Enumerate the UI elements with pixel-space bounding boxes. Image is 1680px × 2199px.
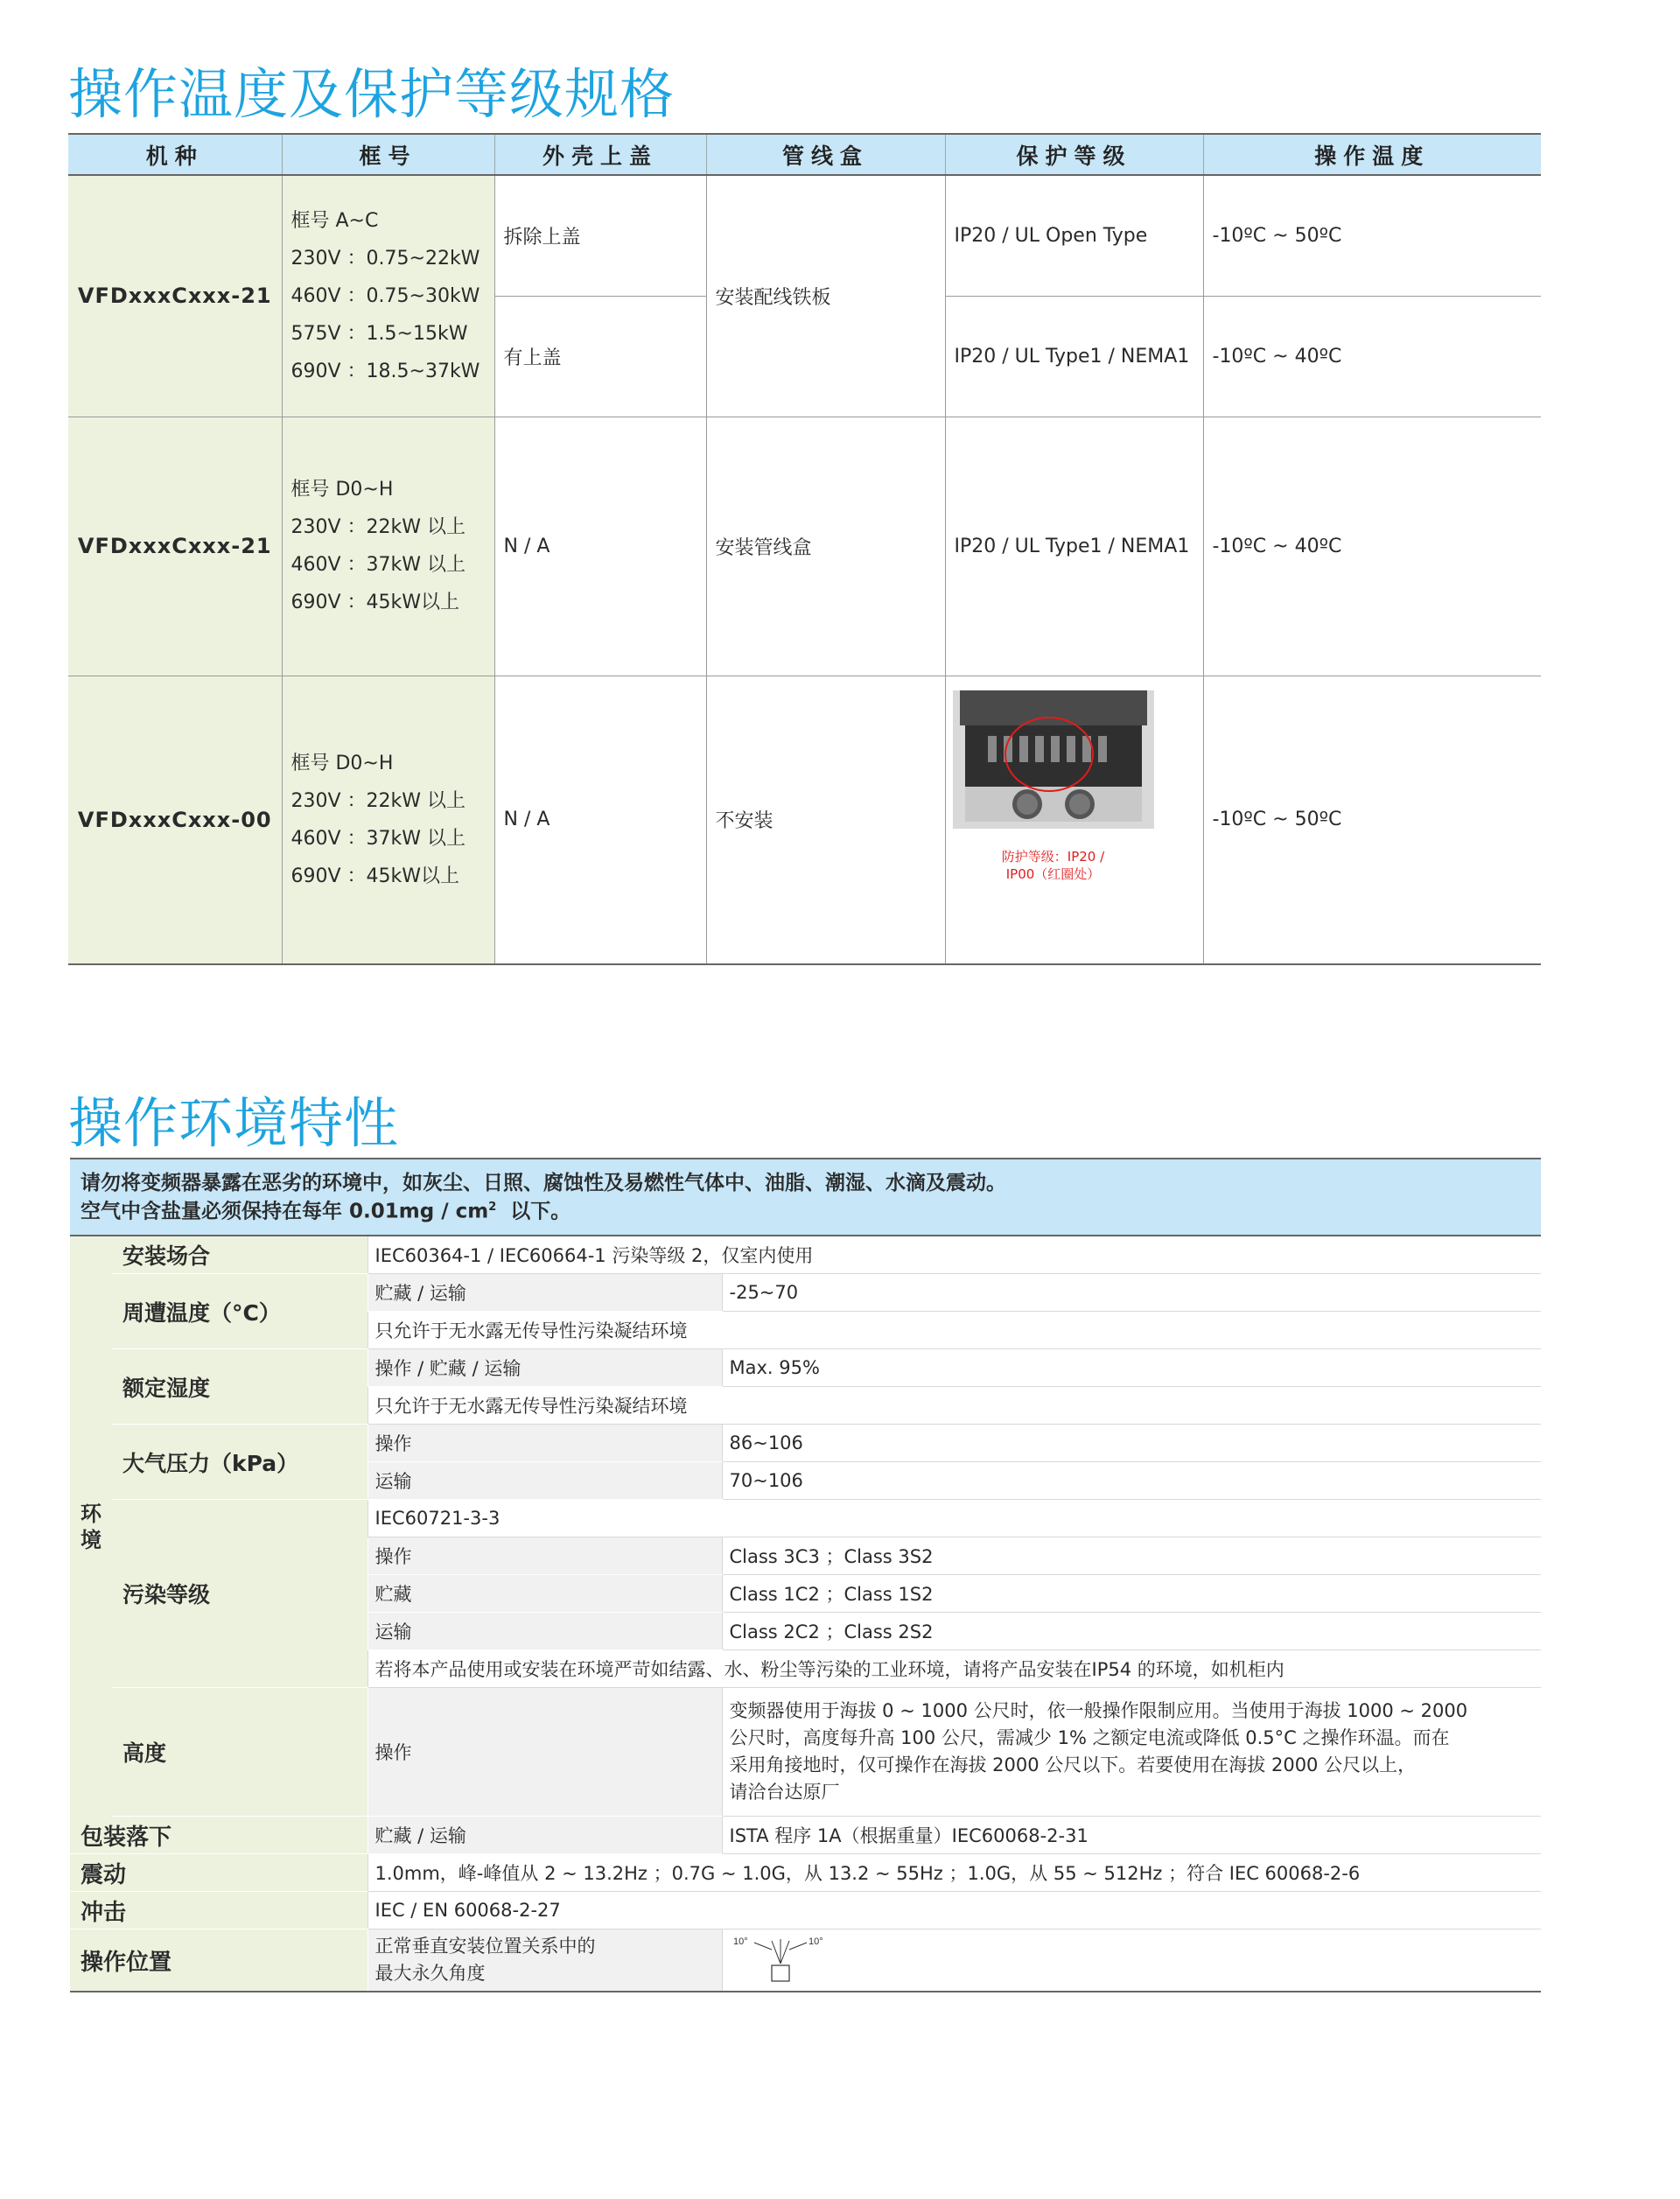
table-row bbox=[70, 1349, 1541, 1387]
row-value: Class 2C2 ；Class 2S2 bbox=[722, 1613, 1541, 1650]
superscript: 2 bbox=[488, 1200, 497, 1214]
group-label-text: 环境 bbox=[80, 1501, 102, 1552]
row-label: 包装落下 bbox=[70, 1817, 368, 1854]
model-name: VFDxxxCxxx-00 bbox=[68, 676, 282, 964]
protection-note bbox=[953, 848, 1154, 883]
frame-line: 575V ：1.5~15kW bbox=[290, 322, 468, 345]
row-label: 震动 bbox=[70, 1854, 368, 1892]
row-sublabel: 操作 bbox=[368, 1537, 722, 1575]
frame-spec bbox=[282, 417, 494, 676]
conduit-cell: 安装管线盒 bbox=[706, 417, 945, 676]
row-label: 安装场合 bbox=[112, 1236, 368, 1274]
header-conduit: 管线盒 bbox=[706, 134, 945, 175]
table-row bbox=[70, 1500, 1541, 1537]
group-label-environment bbox=[70, 1236, 112, 1817]
warning-line-text: 空气中含盐量必须保持在每年 0.01mg / cm bbox=[80, 1200, 489, 1223]
protection-note-line: IP00（红圈处） bbox=[1005, 865, 1101, 882]
frame-line: 460V ：37kW 以上 bbox=[290, 554, 466, 576]
row-label: 额定湿度 bbox=[112, 1349, 368, 1425]
frame-line: 230V ：22kW 以上 bbox=[290, 789, 466, 812]
row-sublabel: 贮藏 / 运输 bbox=[368, 1817, 722, 1854]
frame-line: 690V ：18.5~37kW bbox=[290, 360, 480, 382]
frame-line: 框号 D0~H bbox=[290, 752, 394, 774]
table-row bbox=[70, 1817, 1541, 1854]
row-value bbox=[722, 1688, 1541, 1817]
table-row bbox=[70, 1236, 1541, 1274]
temperature-cell: -10ºC ~ 50ºC bbox=[1203, 676, 1541, 964]
row-value: Class 3C3 ；Class 3S2 bbox=[722, 1537, 1541, 1575]
angle-label-right: 10° bbox=[808, 1936, 823, 1947]
row-value: -25~70 bbox=[722, 1274, 1541, 1312]
protection-image-cell bbox=[945, 676, 1203, 964]
frame-spec bbox=[282, 676, 494, 964]
row-sublabel bbox=[368, 1929, 722, 1992]
header-temperature: 操作温度 bbox=[1203, 134, 1541, 175]
angle-label-left: 10° bbox=[732, 1936, 748, 1947]
temperature-cell: -10ºC ~ 50ºC bbox=[1203, 175, 1541, 296]
warning-line-text: 以下。 bbox=[510, 1200, 571, 1223]
table-row bbox=[70, 1274, 1541, 1312]
spec-table bbox=[68, 133, 1541, 965]
warning-text bbox=[70, 1159, 1541, 1236]
table-row bbox=[68, 175, 1541, 296]
row-value: 86~106 bbox=[722, 1425, 1541, 1462]
frame-line: 230V ：0.75~22kW bbox=[290, 247, 480, 270]
header-protection: 保护等级 bbox=[945, 134, 1203, 175]
table-row bbox=[70, 1929, 1541, 1992]
row-value: Class 1C2 ；Class 1S2 bbox=[722, 1575, 1541, 1613]
temperature-cell: -10ºC ~ 40ºC bbox=[1203, 296, 1541, 417]
warning-line: 请勿将变频器暴露在恶劣的环境中，如灰尘、日照、腐蚀性及易燃性气体中、油脂、潮湿、水滴及震动。 bbox=[80, 1171, 1006, 1194]
angle-diagram-cell bbox=[722, 1929, 1541, 1992]
altitude-line: 变频器使用于海拔 0 ~ 1000 公尺时，依一般操作限制应用。当使用于海拔 1000 ~ 2000 bbox=[729, 1700, 1468, 1721]
altitude-line: 公尺时，高度每升高 100 公尺，需减少 1% 之额定电流或降低 0.5°C 之操作环温。而在 bbox=[729, 1727, 1450, 1748]
row-value: Max. 95% bbox=[722, 1349, 1541, 1387]
row-sublabel: 运输 bbox=[368, 1613, 722, 1650]
row-value: 1.0mm，峰-峰值从 2 ~ 13.2Hz ；0.7G ~ 1.0G，从 13.2 ~ 55Hz ；1.0G，从 55 ~ 512Hz ；符合 IEC 60068-2-6 bbox=[368, 1854, 1541, 1892]
altitude-line: 采用角接地时，仅可操作在海拔 2000 公尺以下。若要使用在海拔 2000 公尺以上， bbox=[729, 1754, 1417, 1775]
row-standard: IEC60721-3-3 bbox=[368, 1500, 1541, 1537]
row-label: 周遭温度（°C） bbox=[112, 1274, 368, 1349]
protection-cell: IP20 / UL Type1 / NEMA1 bbox=[945, 417, 1203, 676]
cover-cell: N / A bbox=[494, 417, 706, 676]
frame-line: 690V ：45kW以上 bbox=[290, 592, 460, 613]
frame-line: 框号 D0~H bbox=[290, 479, 394, 501]
protection-cell: IP20 / UL Open Type bbox=[945, 175, 1203, 296]
protection-cell: IP20 / UL Type1 / NEMA1 bbox=[945, 296, 1203, 417]
row-label: 污染等级 bbox=[112, 1500, 368, 1688]
header-frame: 框号 bbox=[282, 134, 494, 175]
environment-table bbox=[70, 1158, 1541, 1992]
row-value: IEC60364-1 / IEC60664-1 污染等级 2，仅室内使用 bbox=[368, 1236, 1541, 1274]
cover-cell: 拆除上盖 bbox=[494, 175, 706, 296]
row-label: 操作位置 bbox=[70, 1929, 368, 1992]
frame-line: 460V ：0.75~30kW bbox=[290, 284, 480, 307]
row-sublabel: 运输 bbox=[368, 1462, 722, 1500]
position-line: 正常垂直安装位置关系中的 bbox=[374, 1936, 596, 1957]
warning-line bbox=[80, 1195, 1530, 1224]
section-title-temperature: 操作温度及保护等级规格 bbox=[68, 62, 676, 126]
frame-line: 230V ：22kW 以上 bbox=[290, 516, 466, 538]
row-sublabel: 操作 bbox=[368, 1688, 722, 1817]
table-row bbox=[70, 1425, 1541, 1462]
table-row bbox=[70, 1688, 1541, 1817]
header-cover: 外壳上盖 bbox=[494, 134, 706, 175]
row-value: ISTA 程序 1A（根据重量）IEC60068-2-31 bbox=[722, 1817, 1541, 1854]
frame-line: 框号 A~C bbox=[290, 209, 379, 232]
section-title-environment: 操作环境特性 bbox=[68, 1091, 400, 1155]
row-label: 冲击 bbox=[70, 1892, 368, 1929]
table-header-row bbox=[68, 134, 1541, 175]
table-row bbox=[70, 1892, 1541, 1929]
row-note: 只允许于无水露无传导性污染凝结环境 bbox=[368, 1387, 1541, 1425]
row-label: 高度 bbox=[112, 1688, 368, 1817]
table-row bbox=[68, 676, 1541, 964]
protection-note-line: 防护等级：IP20 / bbox=[1001, 848, 1105, 865]
row-sublabel: 操作 / 贮藏 / 运输 bbox=[368, 1349, 722, 1387]
position-line: 最大永久角度 bbox=[374, 1963, 486, 1984]
row-sublabel: 贮藏 / 运输 bbox=[368, 1274, 722, 1312]
row-sublabel: 贮藏 bbox=[368, 1575, 722, 1613]
table-row bbox=[70, 1854, 1541, 1892]
row-value: 70~106 bbox=[722, 1462, 1541, 1500]
altitude-line: 请洽台达原厂 bbox=[729, 1782, 840, 1803]
header-model: 机种 bbox=[68, 134, 282, 175]
conduit-cell: 安装配线铁板 bbox=[706, 175, 945, 417]
frame-line: 460V ：37kW 以上 bbox=[290, 827, 466, 850]
conduit-cell: 不安装 bbox=[706, 676, 945, 964]
frame-line: 690V ：45kW以上 bbox=[290, 865, 460, 887]
row-value: IEC / EN 60068-2-27 bbox=[368, 1892, 1541, 1929]
table-row bbox=[68, 417, 1541, 676]
drive-terminal-photo bbox=[953, 690, 1154, 829]
model-name: VFDxxxCxxx-21 bbox=[68, 175, 282, 417]
row-note: 只允许于无水露无传导性污染凝结环境 bbox=[368, 1312, 1541, 1349]
warning-row bbox=[70, 1159, 1541, 1236]
frame-spec bbox=[282, 175, 494, 417]
row-note: 若将本产品使用或安装在环境严苛如结露、水、粉尘等污染的工业环境，请将产品安装在IP54 的环境，如机柜内 bbox=[368, 1650, 1541, 1688]
temperature-cell: -10ºC ~ 40ºC bbox=[1203, 417, 1541, 676]
model-name: VFDxxxCxxx-21 bbox=[68, 417, 282, 676]
row-sublabel: 操作 bbox=[368, 1425, 722, 1462]
cover-cell: N / A bbox=[494, 676, 706, 964]
mounting-angle-diagram bbox=[730, 1932, 852, 1988]
cover-cell: 有上盖 bbox=[494, 296, 706, 417]
row-label: 大气压力（kPa） bbox=[112, 1425, 368, 1500]
